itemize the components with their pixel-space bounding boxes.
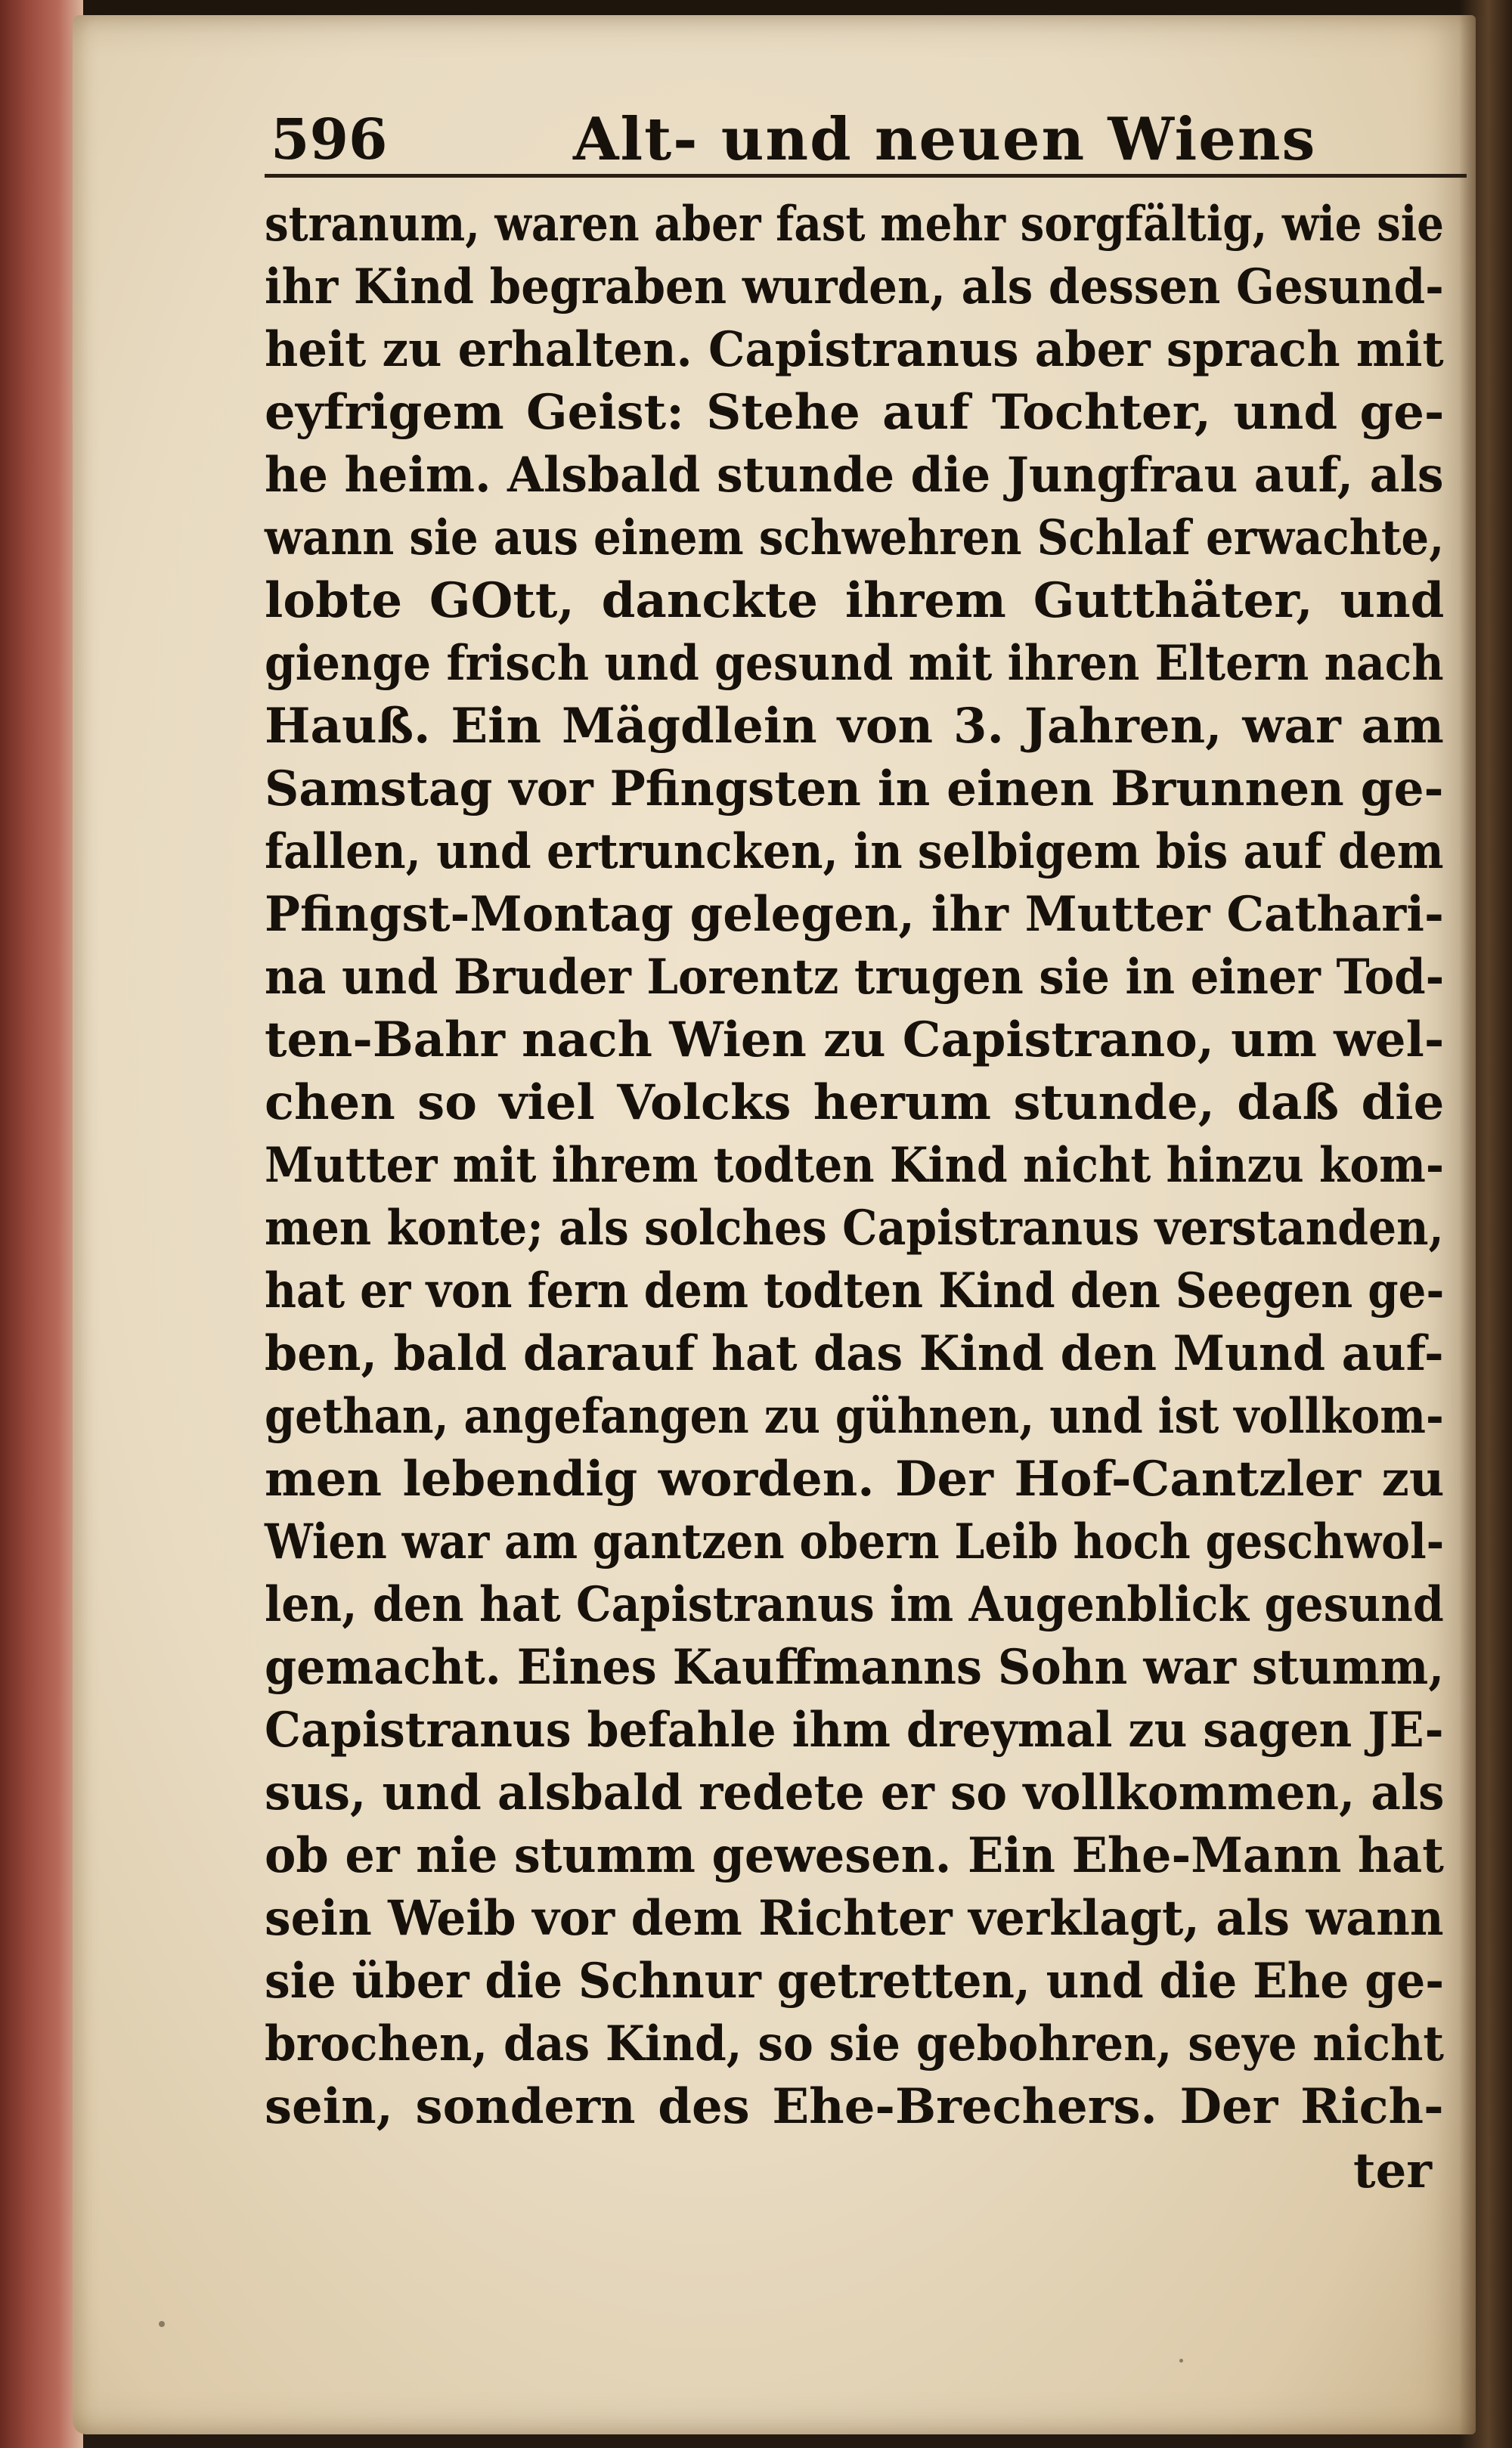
text-line: wann sie aus einem schwehren Schlaf erwachte,	[265, 510, 1445, 566]
text-line: stranum, waren aber fast mehr sorgfältig, wie sie	[265, 196, 1444, 253]
top-shadow	[0, 0, 1512, 17]
text-line: heit zu erhalten. Capistranus aber sprach mit	[265, 321, 1444, 378]
paper-speck	[1179, 2359, 1183, 2363]
text-line: brochen, das Kind, so sie gebohren, seye nicht	[265, 2016, 1444, 2072]
text-line: Wien war am gantzen obern Leib hoch geschwol-	[265, 1514, 1445, 1570]
head-rule	[265, 174, 1467, 178]
text-line: len, den hat Capistranus im Augenblick gesund	[265, 1576, 1444, 1633]
text-line: eyfrigem Geist: Stehe auf Tochter, und ge-	[265, 384, 1445, 441]
text-line: Mutter mit ihrem todten Kind nicht hinzu kom-	[265, 1137, 1445, 1194]
text-line: gienge frisch und gesund mit ihren Eltern nach	[265, 635, 1444, 692]
page-number: 596	[271, 107, 388, 172]
text-line: sein, sondern des Ehe-Brechers. Der Rich-	[265, 2078, 1444, 2135]
text-line: ob er nie stumm gewesen. Ein Ehe-Mann hat	[265, 1827, 1444, 1884]
text-line: ihr Kind begraben wurden, als dessen Gesund-	[265, 259, 1444, 315]
text-line: sus, und alsbald redete er so vollkommen, als	[265, 1765, 1445, 1821]
paper-speck	[159, 2321, 165, 2327]
text-line: gemacht. Eines Kauffmanns Sohn war stumm,	[265, 1639, 1445, 1696]
page-edge	[0, 0, 83, 2448]
text-line: Capistranus befahle ihm dreymal zu sagen JE-	[265, 1702, 1444, 1759]
text-line: chen so viel Volcks herum stunde, daß die	[265, 1074, 1445, 1131]
text-line: he heim. Alsbald stunde die Jungfrau auf, als	[265, 447, 1444, 504]
text-line: Samstag vor Pfingsten in einen Brunnen ge-	[265, 761, 1444, 817]
body-text	[265, 193, 1474, 2138]
text-line: ten-Bahr nach Wien zu Capistrano, um wel-	[265, 1012, 1445, 1068]
catchword: ter	[1353, 2143, 1432, 2199]
text-line: Pfingst-Montag gelegen, ihr Mutter Cathari-	[265, 886, 1444, 943]
text-line: sie über die Schnur getretten, und die Ehe ge-	[265, 1953, 1445, 2010]
running-head	[271, 98, 1465, 181]
text-line: Hauß. Ein Mägdlein von 3. Jahren, war am	[265, 698, 1444, 755]
text-line: fallen, und ertruncken, in selbigem bis auf dem	[265, 823, 1444, 880]
text-line: lobte GOtt, danckte ihrem Gutthäter, und	[265, 572, 1445, 629]
text-line: na und Bruder Lorentz trugen sie in einer Tod-	[265, 949, 1445, 1006]
text-line: sein Weib vor dem Richter verklagt, als wann	[265, 1890, 1444, 1947]
text-line: gethan, angefangen zu gühnen, und ist vollkom-	[265, 1388, 1444, 1445]
text-line: ben, bald darauf hat das Kind den Mund auf-	[265, 1325, 1444, 1382]
text-line: hat er von fern dem todten Kind den Seegen ge-	[265, 1263, 1445, 1319]
text-line: men konte; als solches Capistranus verstanden,	[265, 1200, 1444, 1257]
running-title: Alt- und neuen Wiens	[573, 105, 1317, 174]
text-line: men lebendig worden. Der Hof-Cantzler zu	[265, 1451, 1445, 1508]
